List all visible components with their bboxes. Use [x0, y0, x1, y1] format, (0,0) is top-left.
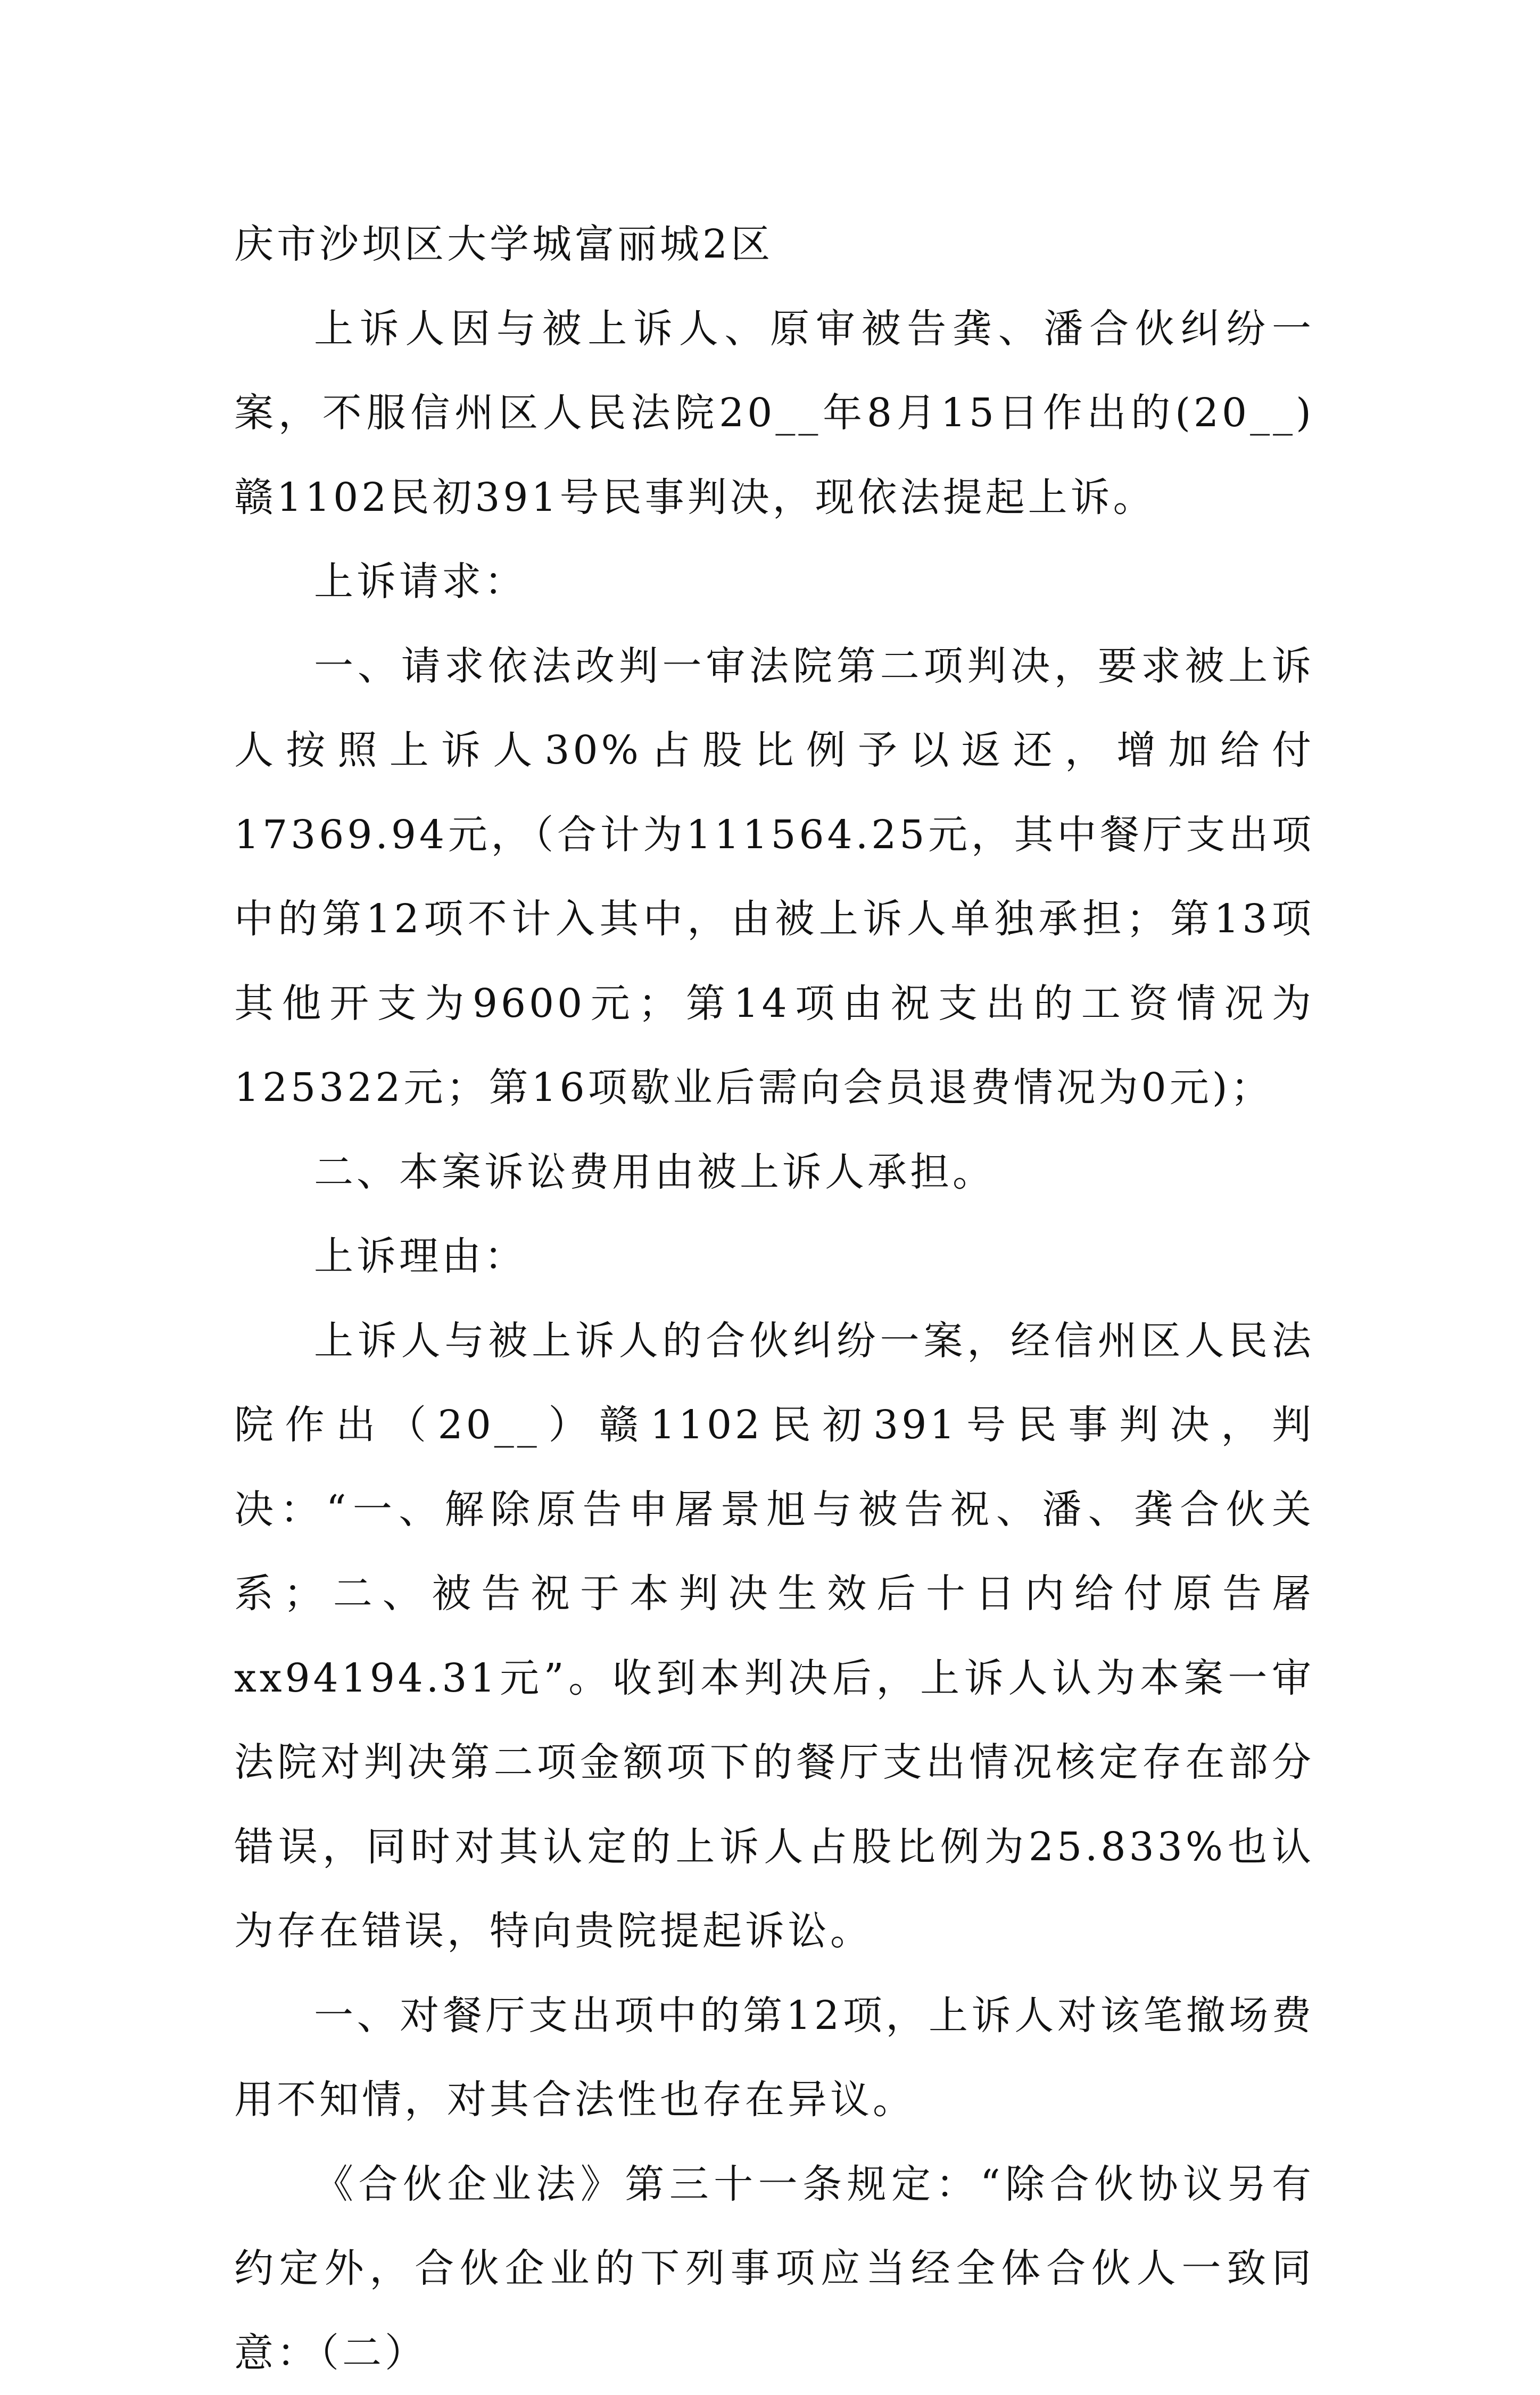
reasons-paragraph: 上诉人与被上诉人的合伙纠纷一案，经信州区人民法院作出（20__）赣1102民初391号民事判决，判决：“一、解除原告申屠景旭与被告祝、潘、龚合伙关系；二、被告祝于本判决生效后十日内给付原告屠xx94194.31元”。收到本判决后，上诉人认为本案一审法院对判决第二项金额项下的餐厅支出情况核定存在部分错误，同时对其认定的上诉人占股比例为25.833%也认为存在错误，特向贵院提起诉讼。: [234, 1299, 1314, 1974]
request-item-1: 一、请求依法改判一审法院第二项判决，要求被上诉人按照上诉人30%占股比例予以返还，增加给付17369.94元，（合计为111564.25元，其中餐厅支出项中的第12项不计入其中，由被上诉人单独承担；第13项其他开支为9600元；第14项由祝支出的工资情况为125322元；第16项歇业后需向会员退费情况为0元)；: [234, 624, 1314, 1130]
law-citation-paragraph: 《合伙企业法》第三十一条规定：“除合伙协议另有约定外，合伙企业的下列事项应当经全体合伙人一致同意：（二）: [234, 2142, 1314, 2395]
document-body: [234, 202, 1314, 2395]
address-line-paragraph: 庆市沙坝区大学城富丽城2区: [234, 202, 1314, 287]
reason-item-1: 一、对餐厅支出项中的第12项，上诉人对该笔撤场费用不知情，对其合法性也存在异议。: [234, 1974, 1314, 2142]
request-item-2: 二、本案诉讼费用由被上诉人承担。: [234, 1130, 1314, 1215]
appeal-intro-paragraph: 上诉人因与被上诉人、原审被告龚、潘合伙纠纷一案，不服信州区人民法院20__年8月15日作出的(20__)赣1102民初391号民事判决，现依法提起上诉。: [234, 287, 1314, 540]
appeal-reasons-heading: 上诉理由：: [234, 1214, 1314, 1299]
appeal-requests-heading: 上诉请求：: [234, 540, 1314, 624]
